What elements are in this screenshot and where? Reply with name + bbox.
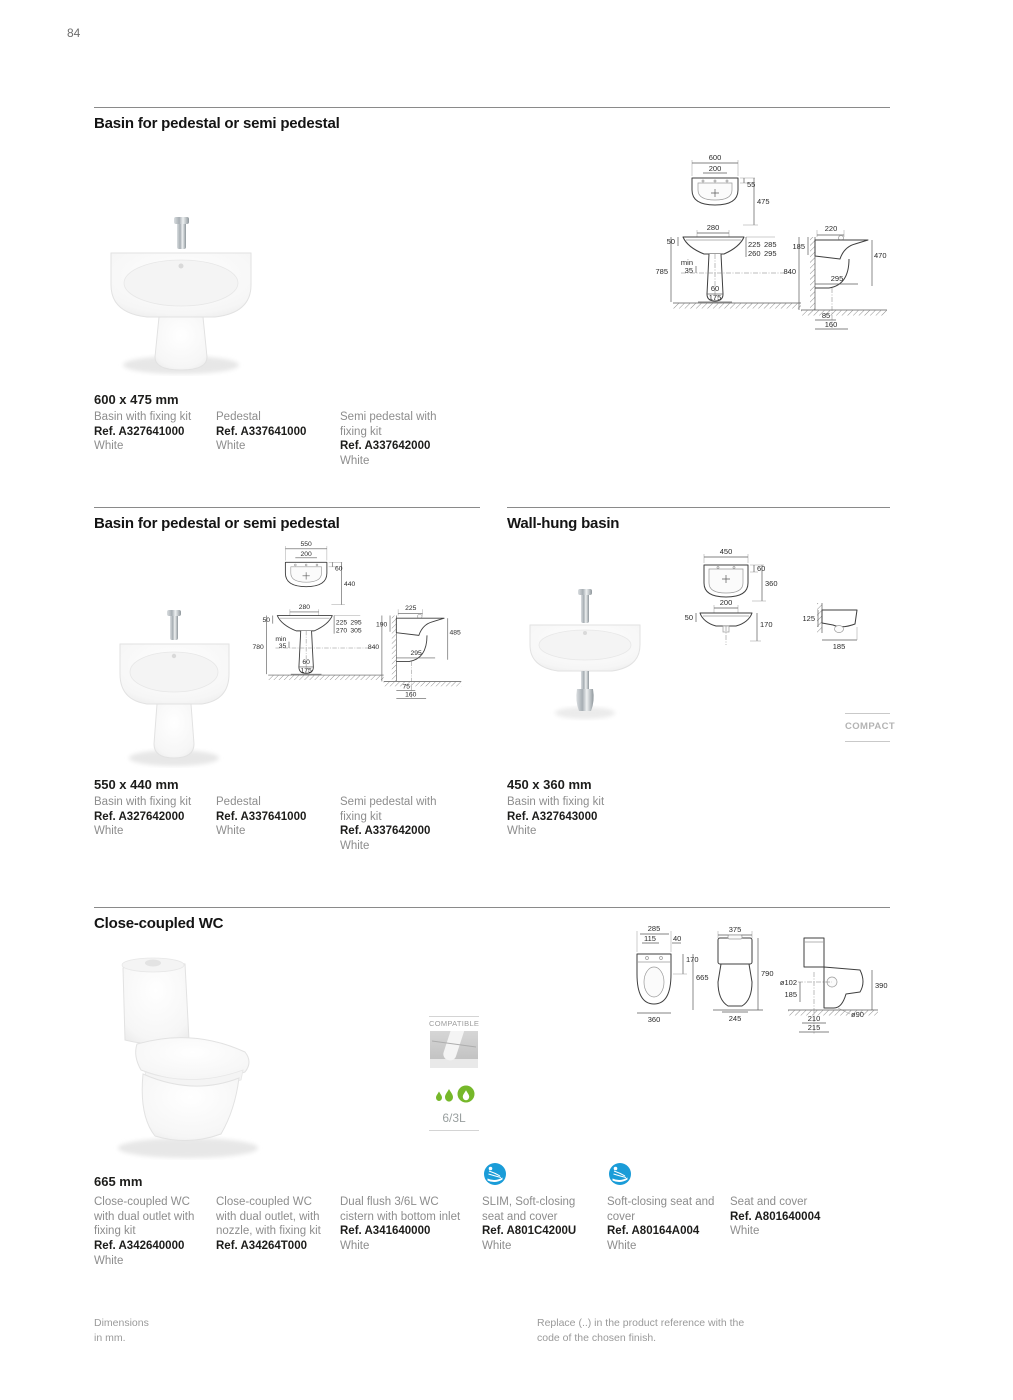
footnote-line: code of the chosen finish.: [537, 1332, 657, 1345]
soft-close-icon: [609, 1163, 631, 1185]
product-ref: Ref. A337641000: [216, 810, 307, 823]
section-divider: [94, 507, 480, 508]
product-ref: Ref. A337641000: [216, 425, 307, 438]
product-ref: Ref. A327643000: [507, 810, 598, 823]
svg-text:185: 185: [792, 242, 805, 251]
svg-text:470: 470: [874, 251, 887, 260]
svg-text:270: 270: [335, 627, 348, 635]
svg-text:550: 550: [300, 541, 312, 549]
page-number: 84: [67, 26, 81, 40]
svg-text:450: 450: [719, 547, 733, 556]
svg-text:295: 295: [830, 274, 844, 283]
tech-drawing-basin-550: [243, 537, 473, 713]
product-info: [482, 1195, 595, 1254]
tech-drawing-wall-hung: [672, 545, 907, 655]
svg-text:50: 50: [262, 616, 271, 624]
product-photo-wall-hung-basin: [520, 583, 650, 725]
product-name: Seat and cover: [730, 1196, 808, 1208]
footnote-dimensions: [94, 1316, 149, 1346]
product-info: [94, 1195, 207, 1269]
tech-drawing-wc: [628, 922, 903, 1042]
svg-text:60: 60: [757, 564, 766, 573]
size-label-550: 550 x 440 mm: [94, 777, 179, 792]
svg-text:185: 185: [832, 642, 846, 651]
svg-text:125: 125: [802, 614, 815, 623]
product-photo-basin-550: [112, 586, 237, 778]
svg-text:200: 200: [719, 598, 733, 607]
svg-text:280: 280: [706, 223, 720, 232]
product-info: [94, 795, 207, 839]
svg-text:790: 790: [761, 969, 774, 978]
product-name: Semi pedestal with fixing kit: [340, 796, 437, 823]
svg-text:35: 35: [684, 266, 693, 275]
product-finish: White: [216, 440, 246, 453]
product-finish: White: [607, 1240, 637, 1253]
svg-text:185: 185: [784, 990, 797, 999]
svg-text:85: 85: [821, 311, 831, 320]
size-label-665: 665 mm: [94, 1174, 143, 1189]
svg-text:285: 285: [647, 924, 661, 933]
svg-text:170: 170: [686, 955, 699, 964]
water-drop-icons: [431, 1083, 477, 1105]
product-name: Close-coupled WC with dual outlet, with nozzle, with fixing kit: [216, 1196, 321, 1238]
svg-text:485: 485: [449, 629, 461, 637]
svg-text:160: 160: [824, 320, 838, 329]
product-ref: Ref. A34264T000: [216, 1240, 307, 1253]
product-info: [216, 1195, 334, 1254]
product-finish: White: [94, 440, 124, 453]
svg-text:220: 220: [824, 224, 838, 233]
svg-text:75: 75: [402, 683, 411, 691]
section-title-basin-550: Basin for pedestal or semi pedestal: [94, 515, 340, 532]
svg-text:35: 35: [278, 643, 287, 650]
product-finish: White: [507, 825, 537, 838]
svg-text:175: 175: [300, 667, 312, 675]
svg-text:260: 260: [748, 249, 761, 258]
product-ref: Ref. A327641000: [94, 425, 185, 438]
product-ref: Ref. A341640000: [340, 1225, 431, 1238]
svg-text:215: 215: [807, 1023, 821, 1032]
svg-text:840: 840: [367, 643, 380, 651]
product-info: [216, 410, 329, 454]
svg-text:840: 840: [783, 267, 796, 276]
svg-text:305: 305: [350, 627, 362, 635]
product-info: [216, 795, 329, 839]
product-info: [340, 795, 453, 854]
svg-text:600: 600: [708, 153, 722, 162]
product-name: Pedestal: [216, 411, 261, 423]
product-name: Close-coupled WC with dual outlet with fixing kit: [94, 1196, 195, 1238]
product-finish: White: [340, 840, 370, 853]
product-finish: White: [340, 1240, 370, 1253]
product-finish: White: [94, 825, 124, 838]
svg-text:60: 60: [710, 284, 720, 293]
product-info: [730, 1195, 843, 1239]
product-name: Semi pedestal with fixing kit: [340, 411, 437, 438]
svg-text:190: 190: [376, 621, 388, 629]
product-name: Basin with fixing kit: [94, 796, 192, 808]
section-title-basin-600: Basin for pedestal or semi pedestal: [94, 115, 340, 132]
footnote-replace: [537, 1316, 744, 1346]
footnote-line: in mm.: [94, 1332, 126, 1345]
svg-text:170: 170: [760, 620, 773, 629]
footnote-line: Dimensions: [94, 1317, 149, 1329]
compatible-badge: [429, 1016, 479, 1131]
svg-text:210: 210: [807, 1014, 821, 1023]
svg-text:225: 225: [405, 605, 417, 613]
svg-text:785: 785: [655, 267, 668, 276]
svg-text:200: 200: [300, 551, 312, 558]
svg-text:295: 295: [350, 619, 362, 627]
product-ref: Ref. A80164A004: [607, 1225, 700, 1238]
svg-text:ø102: ø102: [779, 978, 797, 987]
product-ref: Ref. A801640004: [730, 1210, 821, 1223]
svg-text:285: 285: [764, 240, 777, 249]
compatible-label: COMPATIBLE: [429, 1019, 480, 1028]
svg-text:665: 665: [696, 973, 709, 982]
section-title-wc: Close-coupled WC: [94, 915, 224, 932]
svg-text:min: min: [680, 258, 693, 267]
product-info: [340, 1195, 465, 1254]
product-name: Pedestal: [216, 796, 261, 808]
product-name: SLIM, Soft-closing seat and cover: [482, 1196, 576, 1223]
size-label-450: 450 x 360 mm: [507, 777, 592, 792]
product-finish: White: [216, 825, 246, 838]
product-ref: Ref. A337642000: [340, 440, 431, 453]
svg-text:200: 200: [708, 164, 722, 173]
product-photo-basin-600: [97, 193, 265, 385]
product-finish: White: [94, 1254, 124, 1267]
svg-text:280: 280: [298, 604, 310, 612]
product-name: Dual flush 3/6L WC cistern with bottom inlet: [340, 1196, 461, 1223]
product-finish: White: [482, 1240, 512, 1253]
product-photo-wc: [93, 940, 283, 1168]
svg-text:40: 40: [673, 934, 682, 943]
section-divider: [94, 907, 890, 908]
svg-text:360: 360: [765, 579, 778, 588]
svg-text:225: 225: [335, 619, 348, 627]
divider: [429, 1130, 479, 1131]
svg-text:295: 295: [410, 650, 422, 658]
product-name: Basin with fixing kit: [94, 411, 192, 423]
size-label-600: 600 x 475 mm: [94, 392, 179, 407]
product-info: [340, 410, 453, 469]
svg-text:245: 245: [728, 1014, 742, 1023]
section-divider: [94, 107, 890, 108]
divider: [845, 741, 890, 742]
svg-text:min: min: [275, 635, 287, 643]
product-name: Soft-closing seat and cover: [607, 1196, 715, 1223]
compatible-thumbnail: [430, 1031, 478, 1068]
product-ref: Ref. A337642000: [340, 825, 431, 838]
svg-text:50: 50: [666, 237, 675, 246]
product-name: Basin with fixing kit: [507, 796, 605, 808]
product-ref: Ref. A801C4200U: [482, 1225, 577, 1238]
product-finish: White: [730, 1225, 760, 1238]
svg-text:390: 390: [875, 981, 888, 990]
svg-text:360: 360: [647, 1015, 661, 1024]
section-divider: [507, 507, 890, 508]
svg-text:295: 295: [764, 249, 777, 258]
svg-text:780: 780: [252, 643, 264, 651]
svg-text:55: 55: [747, 180, 756, 189]
svg-text:375: 375: [728, 925, 742, 934]
svg-text:60: 60: [335, 565, 343, 573]
compact-label: COMPACT: [845, 721, 896, 732]
product-info: [607, 1195, 720, 1254]
svg-text:60: 60: [302, 659, 310, 667]
product-info: [94, 410, 207, 454]
svg-text:115: 115: [644, 934, 656, 943]
svg-text:440: 440: [344, 580, 356, 588]
footnote-line: Replace (..) in the product reference with the: [537, 1317, 745, 1329]
svg-text:225: 225: [748, 240, 761, 249]
soft-close-icon: [484, 1163, 506, 1185]
product-finish: White: [340, 455, 370, 468]
section-title-wall-hung: Wall-hung basin: [507, 515, 620, 532]
flush-volume-label: 6/3L: [442, 1111, 466, 1125]
compact-badge: [845, 713, 896, 742]
svg-text:175: 175: [708, 293, 722, 302]
svg-text:50: 50: [684, 613, 693, 622]
product-ref: Ref. A327642000: [94, 810, 185, 823]
svg-text:160: 160: [405, 691, 417, 699]
product-ref: Ref. A342640000: [94, 1240, 185, 1253]
tech-drawing-basin-600: [645, 150, 900, 345]
product-info: [507, 795, 620, 839]
svg-text:475: 475: [757, 197, 770, 206]
